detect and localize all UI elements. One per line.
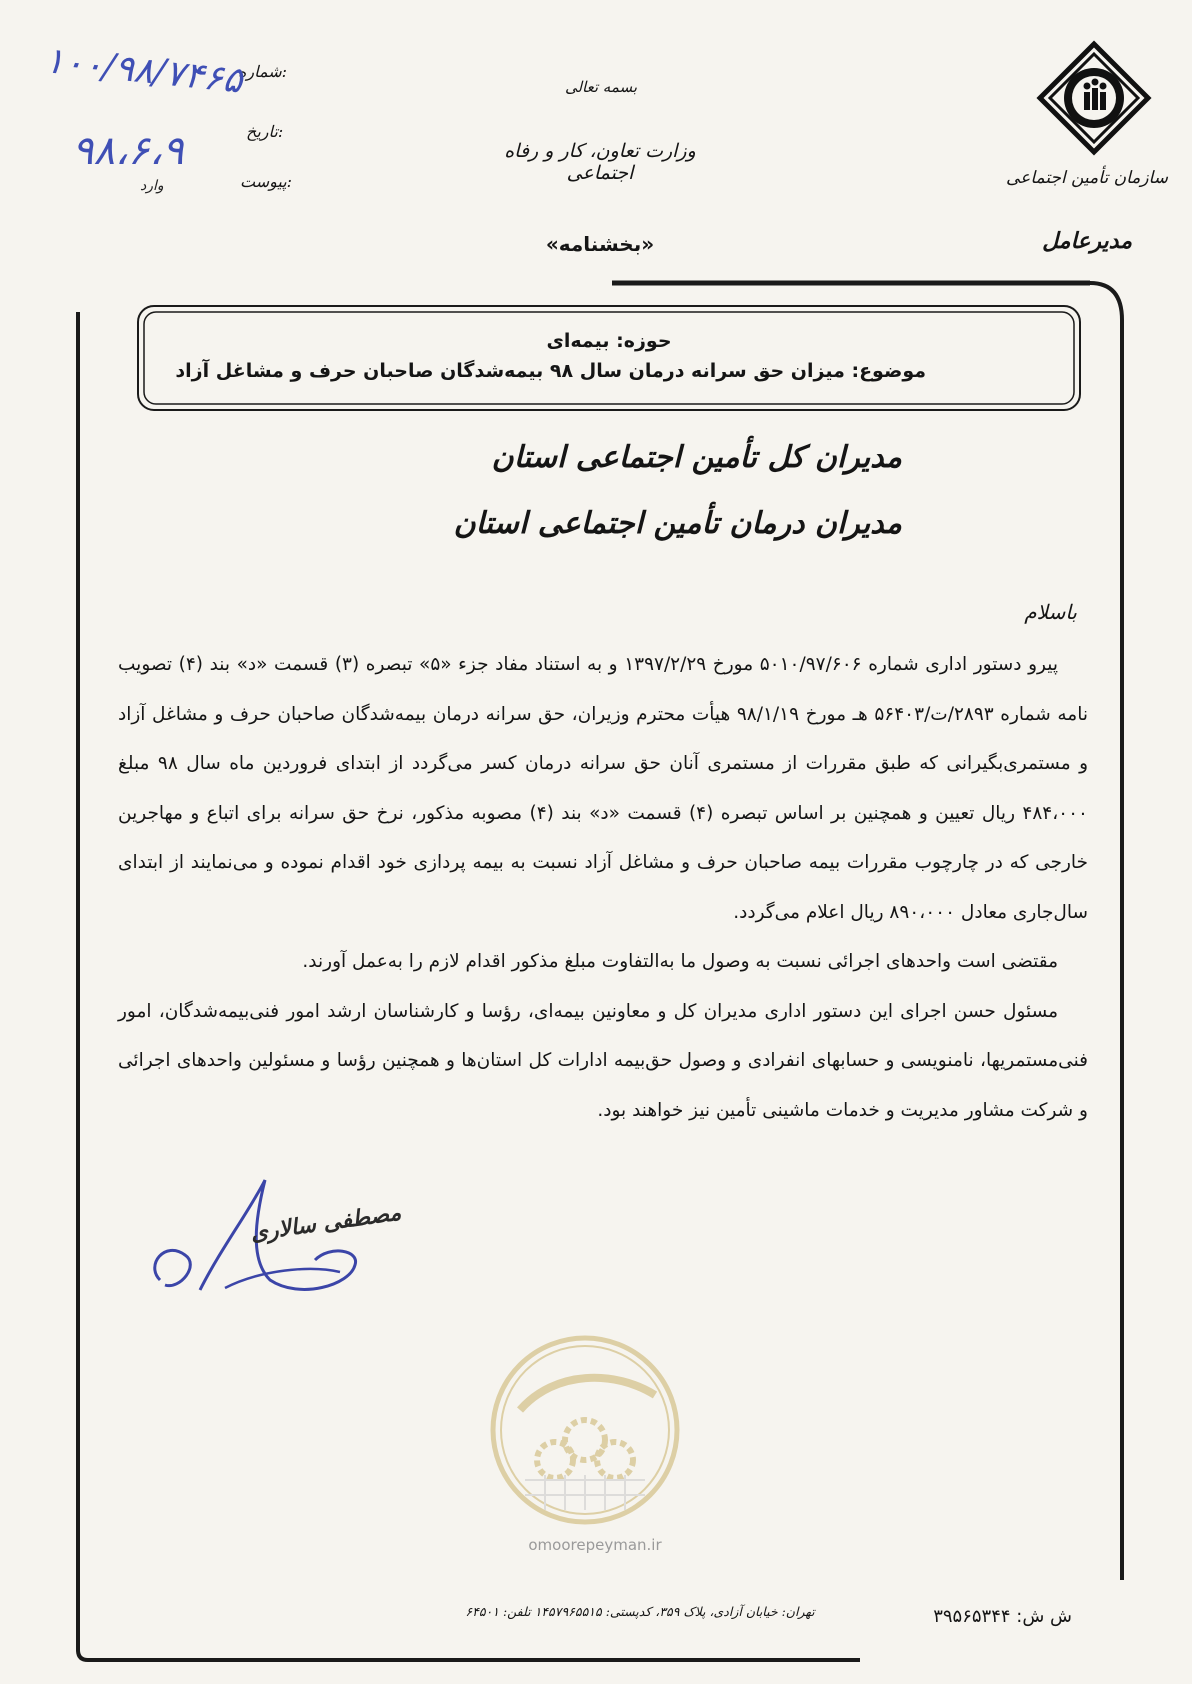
serial-number: ش ش: ۳۹۵۶۵۳۴۴ xyxy=(933,1606,1072,1627)
body-paragraph-2: مقتضی است واحدهای اجرائی نسبت به وصول ما به‌التفاوت مبلغ مذکور اقدام لازم را به‌عمل آورند. xyxy=(302,951,1058,972)
letter-body xyxy=(118,640,1088,1135)
organization-name: سازمان تأمین اجتماعی xyxy=(1006,168,1168,188)
ministry-name: وزارت تعاون، کار و رفاه اجتماعی xyxy=(504,140,696,184)
signer-name: مصطفی سالاری xyxy=(248,1199,403,1247)
date-label: تاریخ: xyxy=(246,122,284,141)
document-type: «بخشنامه» xyxy=(545,232,655,256)
organization-logo-icon xyxy=(1036,40,1152,156)
received-mark: وارد xyxy=(140,178,164,194)
footer-address: تهران: خیابان آزادی، پلاک ۳۵۹، کدپستی: ۱۴۵۷۹۶۵۵۱۵ تلفن: ۶۴۵۰۱ xyxy=(465,1604,815,1619)
watermark-logo-icon xyxy=(485,1330,685,1530)
body-paragraph-1: پیرو دستور اداری شماره ۵۰۱۰/۹۷/۶۰۶ مورخ ۱۳۹۷/۲/۲۹ و به استناد مفاد جزء «۵» تبصره (۳) قسمت «د» بند (۴) تصویب نامه شماره ۲۸۹۳/ت/۵۶۴۰۳ هـ مورخ ۹۸/۱/۱۹ هیأت محترم وزیران، حق سرانه درمان بیمه‌شدگان صاحبان حرف و مشاغل آزاد و مستمری‌بگیرانی که طبق مقررات از مستمری آنان حق سرانه درمان کسر می‌گردد از ابتدای فروردین ماه سال ۹۸ مبلغ ۴۸۴،۰۰۰ ریال تعیین و همچنین بر اساس تبصره (۴) قسمت «د» بند (۴) مصوبه مذکور، نرخ حق سرانه برای اتباع و مهاجرین خارجی که در چارچوب مقررات بیمه صاحبان حرف و مشاغل آزاد نسبت به بیمه پردازی خود اقدام نموده و می‌نمایند از ابتدای سال‌جاری معادل ۸۹۰،۰۰۰ ریال اعلام می‌گردد. xyxy=(118,654,1089,923)
addressee-1: مدیران کل تأمین اجتماعی استان xyxy=(491,440,902,475)
letter-number-handwritten: ۱۰۰/۹۸/۷۴۶۵ xyxy=(42,40,245,102)
number-label: شماره: xyxy=(238,62,288,81)
greeting: باسلام xyxy=(1024,600,1077,624)
attachment-label: پیوست: xyxy=(240,172,293,191)
subject-box xyxy=(142,310,1076,404)
domain-line: حوزه: بیمه‌ای xyxy=(546,330,672,352)
addressee-2: مدیران درمان تأمین اجتماعی استان xyxy=(453,506,902,541)
basmala: بسمه تعالی xyxy=(564,78,638,96)
letter-date-handwritten: ۹۸،۶،۹ xyxy=(72,128,184,174)
department-title: مدیرعامل xyxy=(1042,228,1132,254)
subject-line: موضوع: میزان حق سرانه درمان سال ۹۸ بیمه‌شدگان صاحبان حرف و مشاغل آزاد xyxy=(175,360,926,382)
watermark-url: omoorepeyman.ir xyxy=(528,1536,662,1554)
body-paragraph-3: مسئول حسن اجرای این دستور اداری مدیران کل و معاونین بیمه‌ای، رؤسا و کارشناسان ارشد امور فنی‌بیمه‌شدگان، امور فنی‌مستمریها، نامنویسی و حسابهای انفرادی و وصول حق‌بیمه ادارات کل استان‌ها و همچنین رؤسا و مسئولین واحدهای اجرائی و شرکت مشاور مدیریت و خدمات ماشینی تأمین نیز خواهند بود. xyxy=(118,1000,1088,1121)
